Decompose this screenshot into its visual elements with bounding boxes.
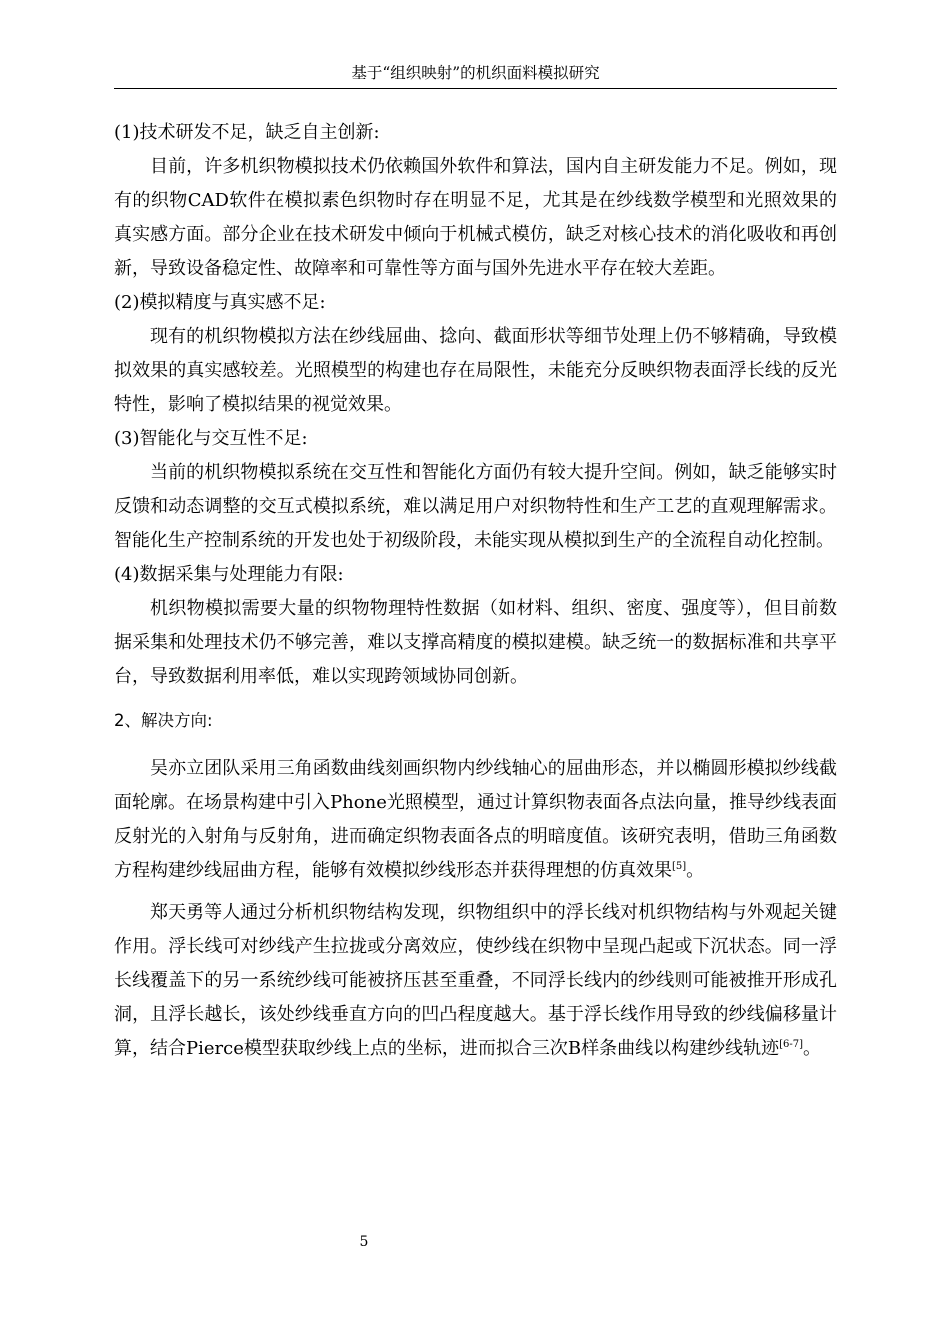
section-2-paragraph-1 [114,752,837,888]
item-3-heading: (3)智能化与交互性不足: [114,428,308,449]
running-header: 基于“组织映射”的机织面料模拟研究 [351,64,600,82]
item-4-paragraph: 机织物模拟需要大量的织物物理特性数据（如材料、组织、密度、强度等），但目前数据采集和处理技术仍不够完善，难以支撑高精度的模拟建模。缺乏统一的数据标准和共享平台，导致数据利用率低，难以实现跨领域协同创新。 [114,598,837,687]
paragraph-gap [114,888,837,896]
item-1-paragraph: 目前，许多机织物模拟技术仍依赖国外软件和算法，国内自主研发能力不足。例如，现有的织物CAD软件在模拟素色织物时存在明显不足，尤其是在纱线数学模型和光照效果的真实感方面。部分企业在技术研发中倾向于机械式模仿，缺乏对核心技术的消化吸收和再创新，导致设备稳定性、故障率和可靠性等方面与国外先进水平存在较大差距。 [114,156,837,279]
section-2-paragraph-1-text: 吴亦立团队采用三角函数曲线刻画织物内纱线轴心的屈曲形态，并以椭圆形模拟纱线截面轮廓。在场景构建中引入Phone光照模型，通过计算织物表面各点法向量，推导纱线表面反射光的入射角与反射角，进而确定织物表面各点的明暗度值。该研究表明，借助三角函数方程构建纱线屈曲方程，能够有效模拟纱线形态并获得理想的仿真效果 [114,758,837,881]
section-2-paragraph-2 [114,896,837,1066]
item-4-heading: (4)数据采集与处理能力有限: [114,564,344,585]
section-2-paragraph-1-end: 。 [686,860,705,881]
page-number: 5 [359,1234,369,1250]
header-divider [114,88,837,89]
section-2-paragraph-2-text: 郑天勇等人通过分析机织物结构发现，织物组织中的浮长线对机织物结构与外观起关键作用。浮长线可对纱线产生拉拢或分离效应，使纱线在织物中呈现凸起或下沉状态。同一浮长线覆盖下的另一系统纱线可能被挤压甚至重叠，不同浮长线内的纱线则可能被推开形成孔洞，且浮长越长，该处纱线垂直方向的凹凸程度越大。基于浮长线作用导致的纱线偏移量计算，结合Pierce模型获取纱线上点的坐标，进而拟合三次B样条曲线以构建纱线轨迹 [114,902,837,1059]
section-2-paragraph-2-end: 。 [803,1038,821,1059]
item-3-paragraph: 当前的机织物模拟系统在交互性和智能化方面仍有较大提升空间。例如，缺乏能够实时反馈和动态调整的交互式模拟系统，难以满足用户对织物特性和生产工艺的直观理解需求。智能化生产控制系统的开发也处于初级阶段，未能实现从模拟到生产的全流程自动化控制。 [114,462,837,551]
item-1-heading: (1)技术研发不足，缺乏自主创新: [114,122,380,143]
section-2-title: 2、解决方向: [114,711,213,730]
citation-5: [5] [672,861,687,872]
item-2-paragraph: 现有的机织物模拟方法在纱线屈曲、捻向、截面形状等细节处理上仍不够精确，导致模拟效果的真实感较差。光照模型的构建也存在局限性，未能充分反映织物表面浮长线的反光特性，影响了模拟结果的视觉效果。 [114,326,837,415]
item-2-heading: (2)模拟精度与真实感不足: [114,292,326,313]
citation-6-7: [6-7] [779,1039,803,1050]
document-body [114,116,837,1066]
